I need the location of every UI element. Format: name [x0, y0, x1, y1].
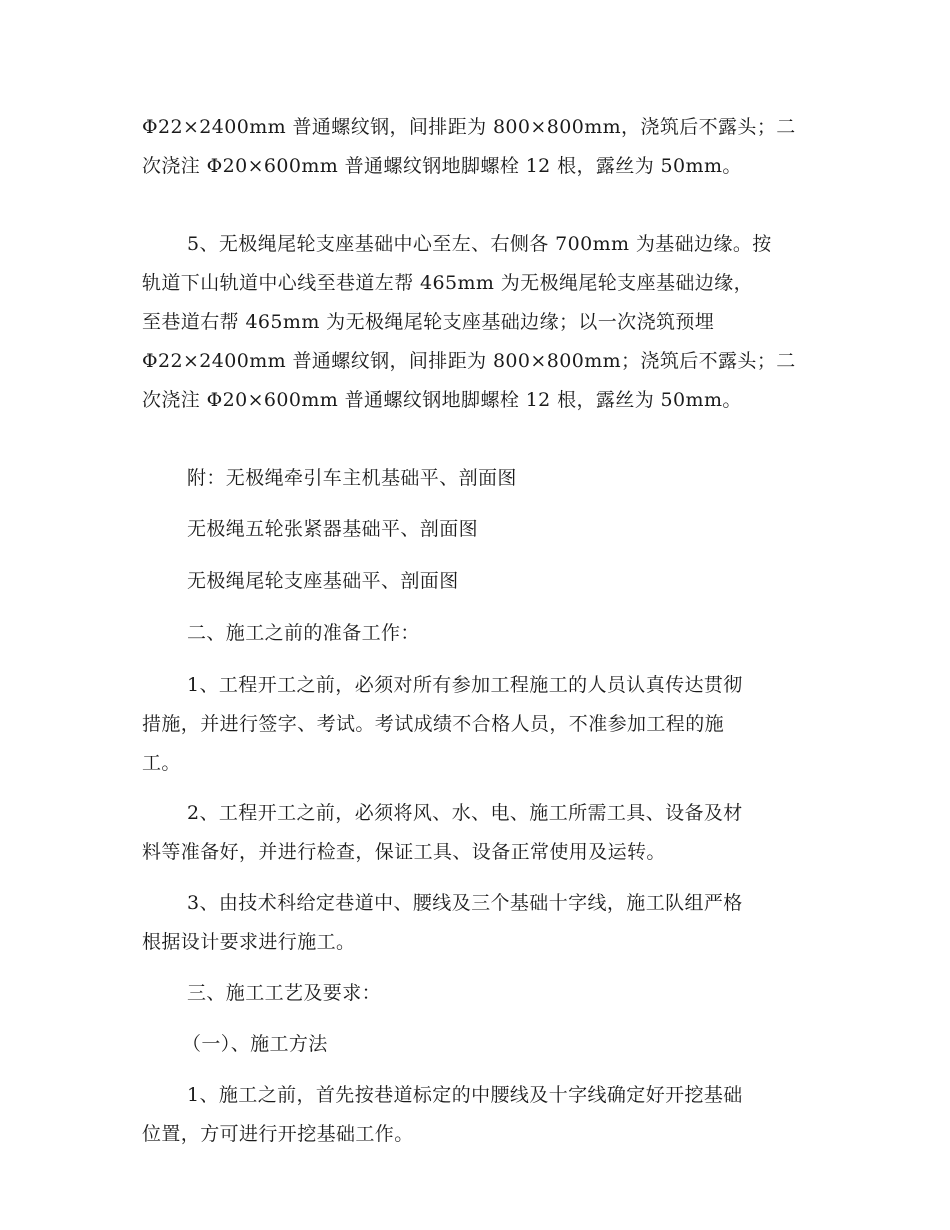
text-line: 1、工程开工之前，必须对所有参加工程施工的人员认真传达贯彻 — [187, 674, 743, 696]
text-line: 3、由技术科给定巷道中、腰线及三个基础十字线，施工队组严格 — [187, 892, 743, 914]
text-line: 次浇注 Φ20×600mm 普通螺纹钢地脚螺栓 12 根，露丝为 50mm。 — [142, 155, 742, 177]
text-line: 2、工程开工之前，必须将风、水、电、施工所需工具、设备及材 — [187, 802, 743, 824]
text-line: 无极绳尾轮支座基础平、剖面图 — [187, 570, 459, 592]
text-line: 根据设计要求进行施工。 — [142, 931, 356, 953]
section-heading: 二、施工之前的准备工作： — [187, 622, 420, 644]
text-line: 1、施工之前，首先按巷道标定的中腰线及十字线确定好开挖基础 — [187, 1084, 743, 1106]
subsection-heading: （一）、施工方法 — [182, 1033, 328, 1055]
text-line: 工。 — [142, 752, 181, 774]
text-line: 位置，方可进行开挖基础工作。 — [142, 1123, 414, 1145]
text-line: 5、无极绳尾轮支座基础中心至左、右侧各 700mm 为基础边缘。按 — [187, 233, 772, 255]
text-line: Φ22×2400mm 普通螺纹钢，间排距为 800×800mm，浇筑后不露头；二 — [142, 116, 796, 138]
text-line: 至巷道右帮 465mm 为无极绳尾轮支座基础边缘；以一次浇筑预埋 — [142, 311, 715, 333]
text-line: 料等准备好，并进行检查，保证工具、设备正常使用及运转。 — [142, 841, 666, 863]
text-line: Φ22×2400mm 普通螺纹钢，间排距为 800×800mm；浇筑后不露头；二 — [142, 350, 796, 372]
text-line: 措施，并进行签字、考试。考试成绩不合格人员，不准参加工程的施 — [142, 713, 725, 735]
section-heading: 三、施工工艺及要求： — [187, 982, 382, 1004]
text-line: 附：无极绳牵引车主机基础平、剖面图 — [187, 467, 517, 489]
text-line: 轨道下山轨道中心线至巷道左帮 465mm 为无极绳尾轮支座基础边缘， — [142, 272, 753, 294]
text-line: 次浇注 Φ20×600mm 普通螺纹钢地脚螺栓 12 根，露丝为 50mm。 — [142, 389, 742, 411]
text-line: 无极绳五轮张紧器基础平、剖面图 — [187, 518, 479, 540]
